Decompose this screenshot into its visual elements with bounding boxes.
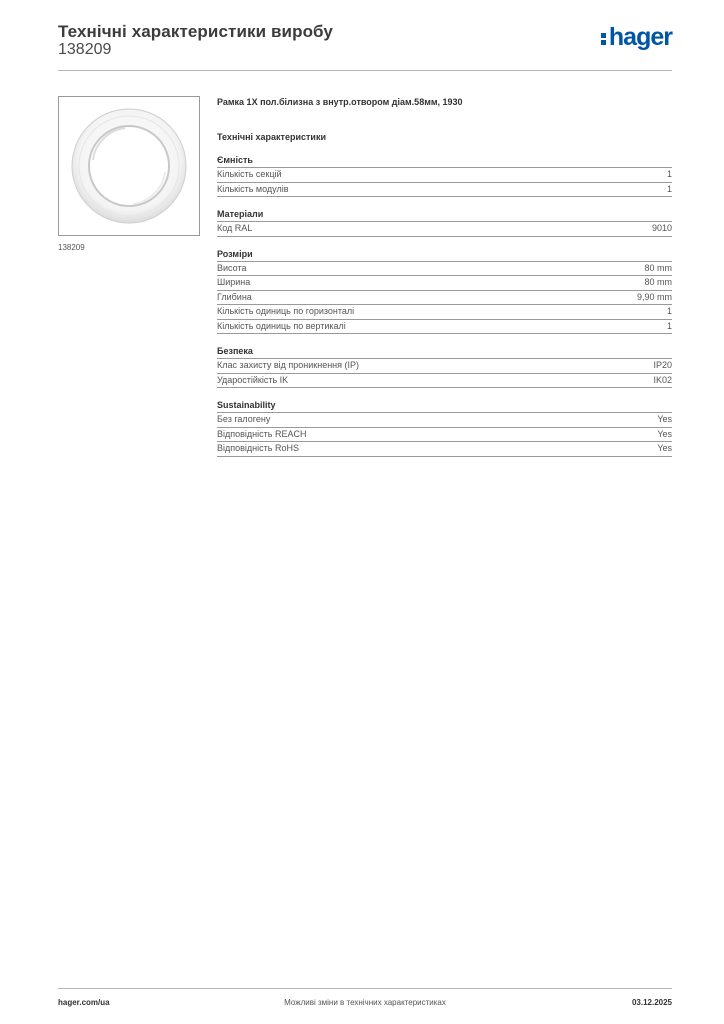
spec-row (217, 442, 672, 457)
spec-value: 9,90 mm (636, 291, 672, 302)
spec-label: Кількість одиниць по горизонталі (217, 306, 355, 316)
spec-value: 1 (666, 320, 672, 331)
group-title: Ємність (217, 154, 672, 168)
image-caption: 138209 (58, 243, 85, 252)
spec-label: Без галогену (217, 414, 271, 424)
spec-label: Відповідність RoHS (217, 443, 299, 453)
spec-value: 1 (666, 306, 672, 316)
spec-value: 1 (666, 183, 672, 194)
spec-row (217, 413, 672, 428)
spec-label: Код RAL (217, 223, 253, 233)
product-name: Рамка 1X пол.білизна з внутр.отвором діам.58мм, 1930 (217, 97, 463, 107)
spec-label: Кількість модулів (217, 183, 289, 194)
spec-value: IK02 (653, 374, 672, 385)
spec-value: Yes (657, 428, 672, 439)
spec-label: Кількість секцій (217, 169, 282, 179)
logo-mark-icon (600, 26, 608, 48)
spec-row (217, 168, 672, 183)
group-title: Матеріали (217, 208, 672, 222)
spec-label: Глибина (217, 291, 252, 302)
spec-value: 80 mm (644, 277, 672, 287)
page-title: Технічні характеристики виробу (58, 22, 333, 41)
spec-row (217, 262, 672, 277)
spec-value: Yes (657, 414, 672, 424)
spec-groups (217, 154, 672, 457)
spec-label: Відповідність REACH (217, 428, 307, 439)
group-title: Sustainability (217, 399, 672, 413)
spec-row (217, 428, 672, 443)
spec-row (217, 320, 672, 335)
page-header (58, 20, 672, 71)
group-title: Розміри (217, 248, 672, 262)
spec-row (217, 305, 672, 320)
spec-value: 1 (666, 169, 672, 179)
spec-label: Клас захисту від проникнення (IP) (217, 360, 360, 370)
ring-frame-icon (69, 106, 189, 226)
spec-label: Ширина (217, 277, 251, 287)
section-title: Технічні характеристики (217, 132, 326, 142)
spec-value: 9010 (651, 223, 672, 233)
product-image (58, 96, 200, 236)
spec-label: Кількість одиниць по вертикалі (217, 320, 346, 331)
spec-value: IP20 (653, 360, 672, 370)
spec-row (217, 291, 672, 306)
footer-website[interactable]: hager.com/ua (58, 998, 110, 1007)
spec-row (217, 183, 672, 198)
spec-row (217, 276, 672, 291)
spec-row (217, 374, 672, 389)
product-number: 138209 (58, 41, 112, 58)
footer-note: Можливі зміни в технічних характеристиках (284, 998, 446, 1007)
spec-value: 80 mm (644, 262, 672, 273)
spec-value: Yes (657, 443, 672, 453)
spec-content (217, 96, 672, 457)
group-title: Безпека (217, 345, 672, 359)
footer-date: 03.12.2025 (631, 998, 672, 1007)
logo-wordmark: hager (608, 23, 672, 51)
page-footer (58, 988, 672, 1011)
spec-row (217, 222, 672, 237)
hager-logo (600, 23, 672, 54)
spec-row (217, 359, 672, 374)
spec-label: Висота (217, 262, 247, 273)
spec-label: Ударостійкість IK (217, 374, 289, 385)
